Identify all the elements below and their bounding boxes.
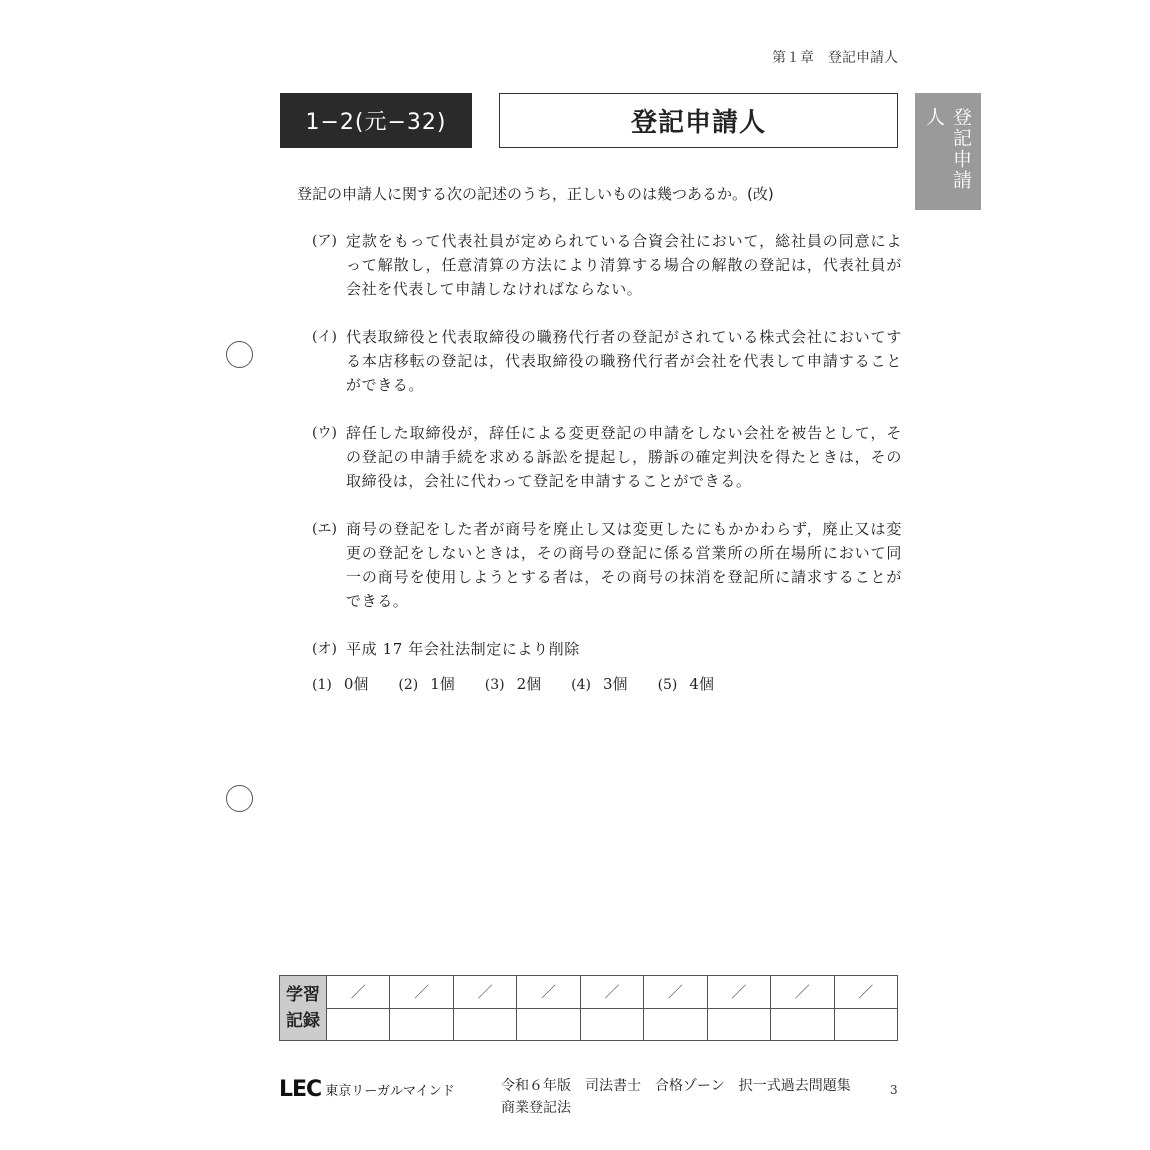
choice-number: (5) (657, 677, 678, 693)
side-tab-label: 登記申請人 (923, 107, 972, 191)
record-result-cell[interactable] (644, 1009, 706, 1041)
record-result-cell[interactable] (517, 1009, 579, 1041)
punch-hole-top (226, 341, 253, 368)
record-column (390, 976, 453, 1040)
record-result-cell[interactable] (708, 1009, 770, 1041)
punch-hole-bottom (226, 785, 253, 812)
record-column (581, 976, 644, 1040)
statement-text: 商号の登記をした者が商号を廃止し又は変更したにもかかわらず，廃止又は変更の登記をしないときは，その商号の登記に係る営業所の所在場所において同一の商号を使用しようとする者は，その商号の抹消を登記所に請求することができる。 (346, 520, 902, 610)
statement-marker: (オ) (312, 641, 337, 657)
study-record-table (279, 975, 898, 1041)
record-column (771, 976, 834, 1040)
study-record-label (280, 976, 327, 1040)
statement-text: 定款をもって代表社員が定められている合資会社において，総社員の同意によって解散し，任意清算の方法により清算する場合の解散の登記は，代表社員が会社を代表して申請しなければならない。 (346, 232, 902, 298)
statement-a (312, 229, 902, 301)
choice-5[interactable] (658, 673, 714, 694)
record-column (835, 976, 897, 1040)
logo-name: 東京リーガルマインド (325, 1084, 455, 1099)
chapter-header: 第１章 登記申請人 (772, 50, 898, 66)
record-result-cell[interactable] (454, 1009, 516, 1041)
record-result-cell[interactable] (835, 1009, 897, 1041)
statement-list (312, 229, 902, 685)
record-result-cell[interactable] (771, 1009, 833, 1041)
choice-4[interactable] (571, 673, 627, 694)
record-column (327, 976, 390, 1040)
record-result-cell[interactable] (581, 1009, 643, 1041)
question-number: 1−2(元−32) (280, 93, 472, 148)
choice-1[interactable] (312, 673, 368, 694)
record-date-cell[interactable]: ／ (835, 976, 897, 1009)
choice-label: 4個 (689, 675, 714, 693)
study-record-label-top: 学習 (286, 985, 320, 1005)
record-date-cell[interactable]: ／ (390, 976, 452, 1009)
statement-text: 平成 17 年会社法制定により削除 (346, 640, 580, 658)
choice-label: 1個 (430, 675, 455, 693)
question-title: 登記申請人 (499, 93, 898, 148)
statement-marker: (ウ) (312, 425, 337, 441)
record-result-cell[interactable] (390, 1009, 452, 1041)
statement-text: 辞任した取締役が，辞任による変更登記の申請をしない会社を被告として，その登記の申請手続を求める訴訟を提起し，勝訴の確定判決を得たときは，その取締役は，会社に代わって登記を申請することができる。 (346, 424, 902, 490)
logo-mark: LEC (279, 1077, 322, 1102)
statement-text: 代表取締役と代表取締役の職務代行者の登記がされている株式会社においてする本店移転の登記は，代表取締役の職務代行者が会社を代表して申請することができる。 (346, 328, 902, 394)
choice-number: (4) (571, 677, 592, 693)
record-date-cell[interactable]: ／ (581, 976, 643, 1009)
choice-number: (1) (312, 677, 332, 693)
book-title-line2: 商業登記法 (501, 1100, 571, 1116)
record-date-cell[interactable]: ／ (454, 976, 516, 1009)
statement-marker: (ア) (312, 233, 337, 249)
statement-e (312, 517, 902, 613)
record-date-cell[interactable]: ／ (771, 976, 833, 1009)
page-number: 3 (890, 1083, 898, 1097)
choice-label: 0個 (343, 675, 369, 693)
publisher-logo (279, 1077, 455, 1102)
side-tab (915, 93, 981, 210)
choice-label: 3個 (603, 675, 628, 693)
record-date-cell[interactable]: ／ (327, 976, 389, 1009)
study-record-label-bottom: 記録 (286, 1011, 320, 1031)
record-date-cell[interactable]: ／ (644, 976, 706, 1009)
record-date-cell[interactable]: ／ (708, 976, 770, 1009)
statement-marker: (エ) (312, 521, 337, 537)
statement-u (312, 421, 902, 493)
statement-i (312, 325, 902, 397)
choice-number: (2) (398, 677, 419, 693)
record-column (644, 976, 707, 1040)
book-title-line1: 令和６年版 司法書士 合格ゾーン 択一式過去問題集 (501, 1078, 851, 1094)
record-column (708, 976, 771, 1040)
choice-label: 2個 (516, 675, 542, 693)
question-intro: 登記の申請人に関する次の記述のうち，正しいものは幾つあるか。(改) (297, 185, 774, 203)
choice-2[interactable] (398, 673, 454, 694)
choice-3[interactable] (485, 673, 541, 694)
record-result-cell[interactable] (327, 1009, 389, 1041)
statement-marker: (イ) (312, 329, 337, 345)
choice-number: (3) (484, 677, 505, 693)
book-title (501, 1075, 851, 1119)
record-date-cell[interactable]: ／ (517, 976, 579, 1009)
statement-o (312, 637, 902, 661)
record-column (454, 976, 517, 1040)
record-column (517, 976, 580, 1040)
answer-choices (312, 673, 744, 694)
